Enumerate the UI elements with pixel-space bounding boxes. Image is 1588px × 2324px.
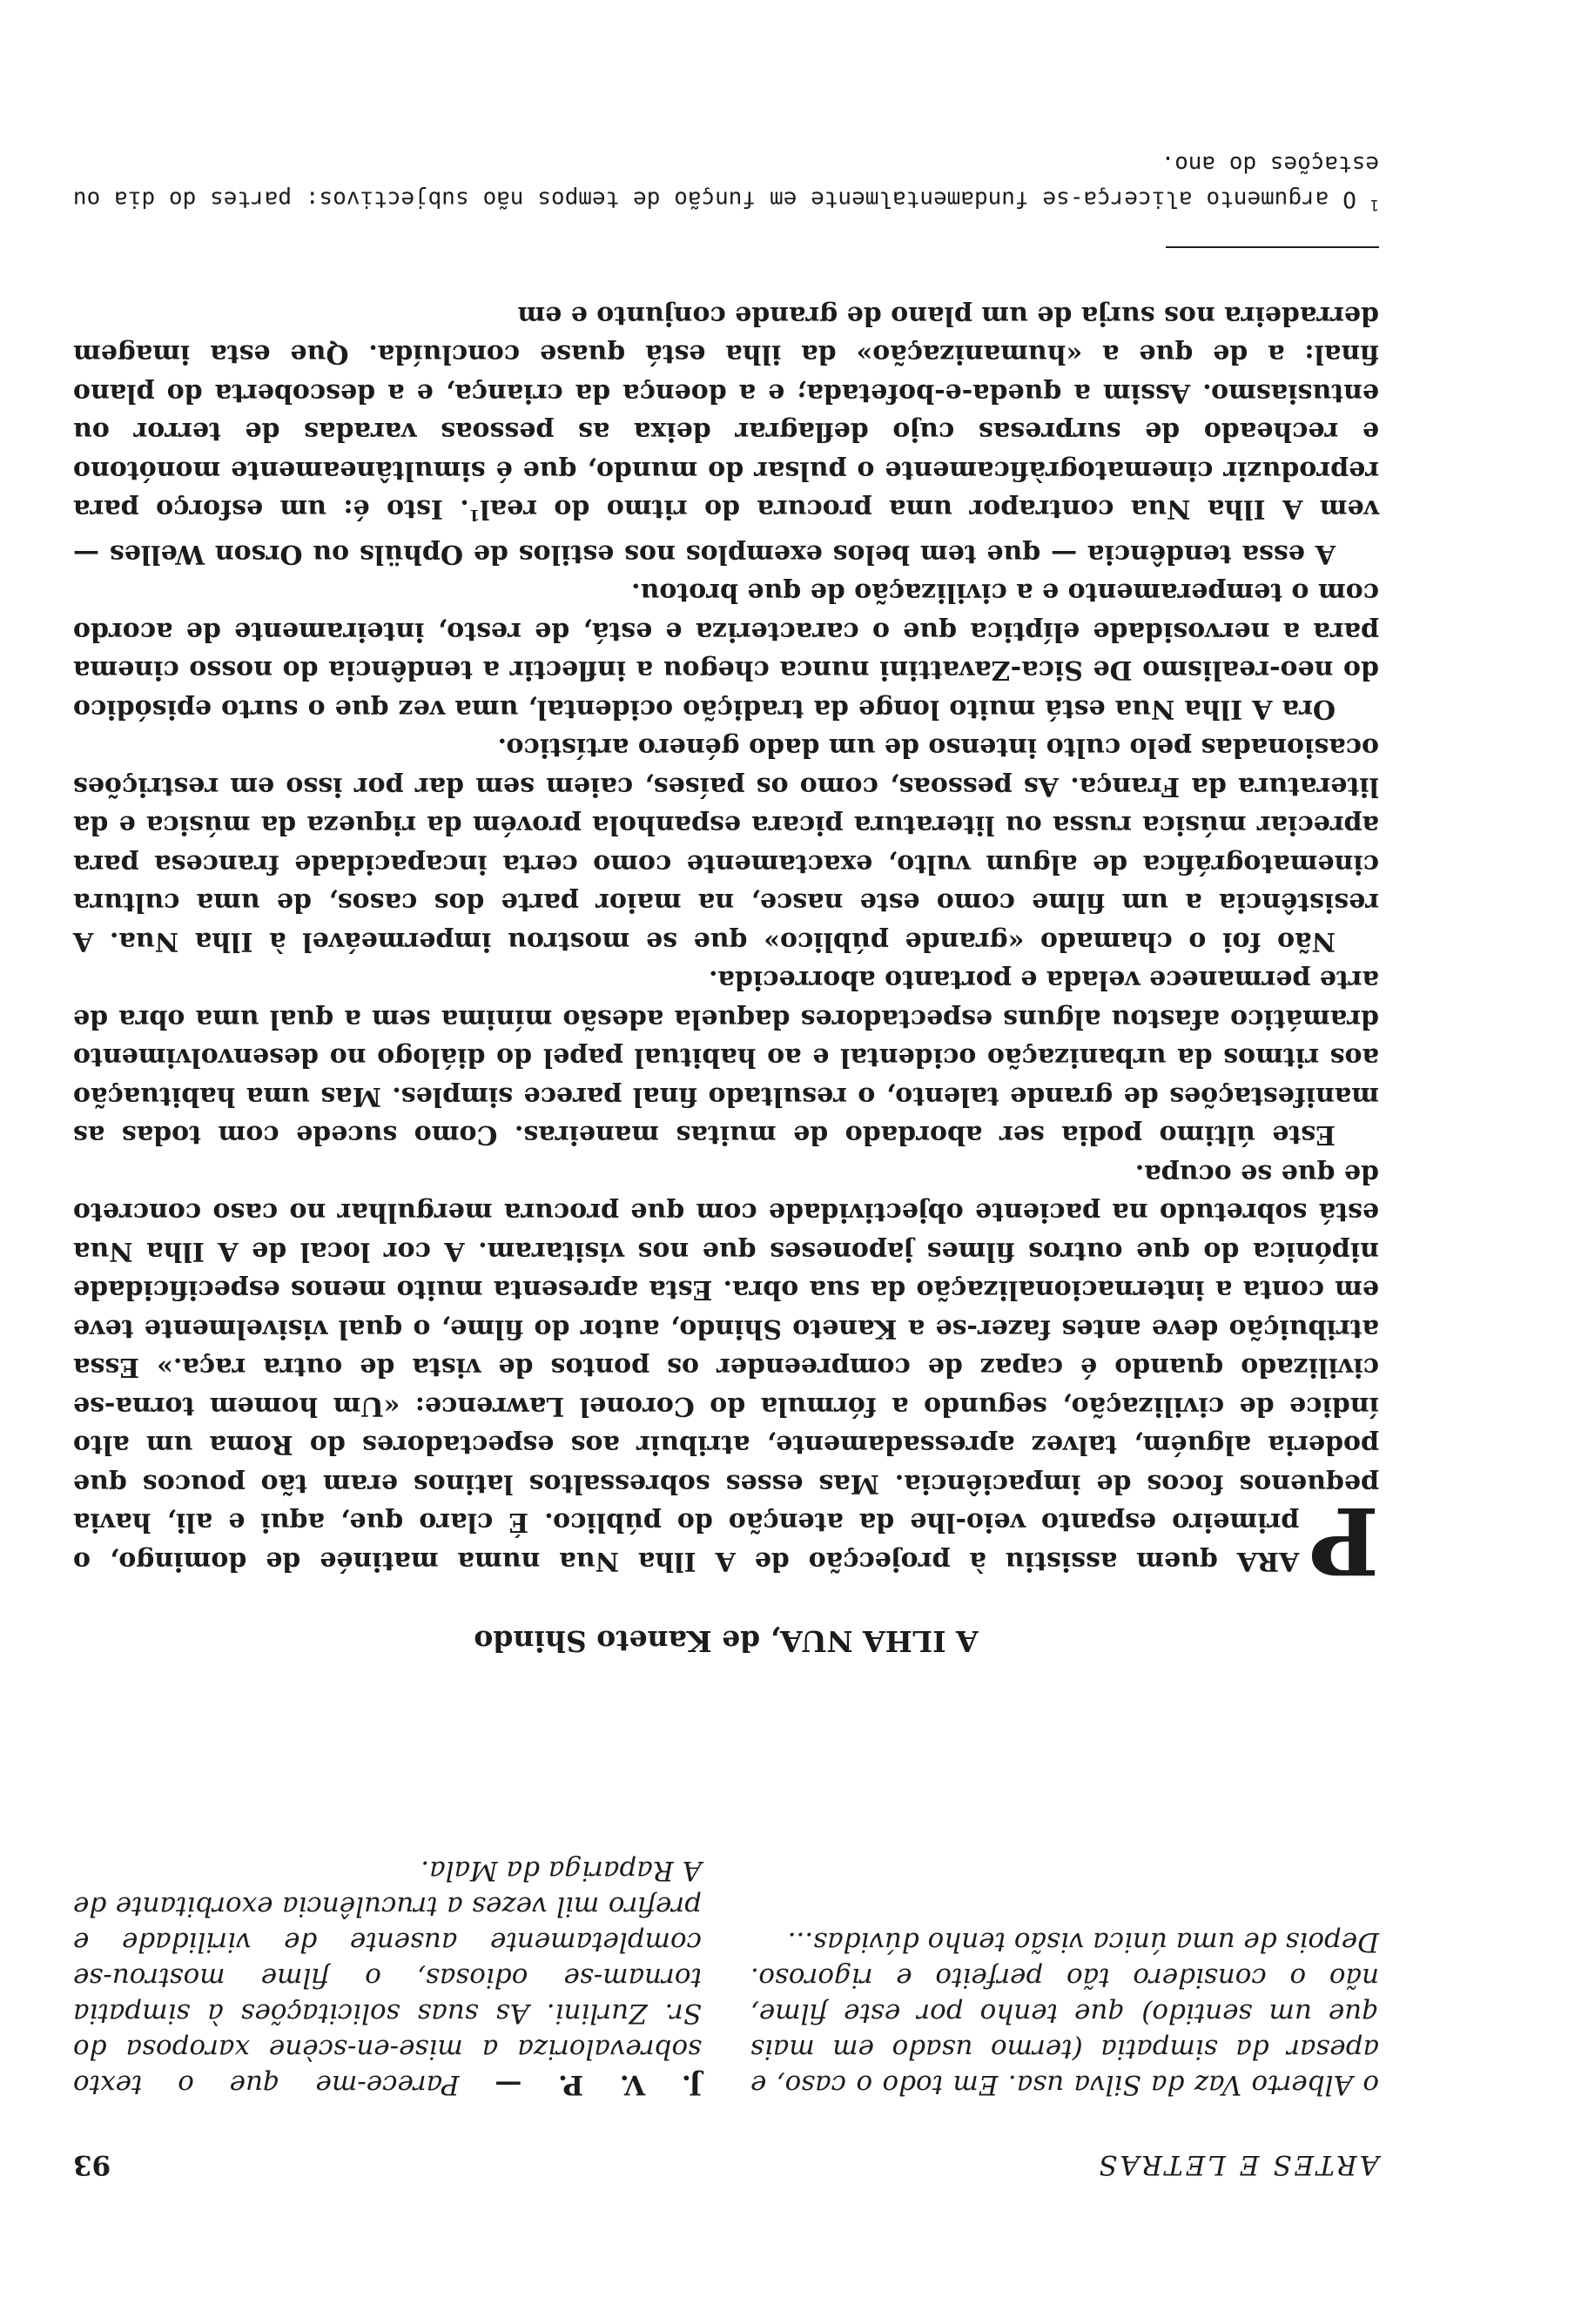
footnote-text: O argumento alicerça-se fundamentalmente em função de tempos não subjectivos: partes do dia ou estações do ano.	[72, 151, 1379, 212]
article-paragraph-5	[73, 296, 1379, 574]
drop-cap: P	[1309, 1487, 1379, 1595]
footnote-number: 1	[1369, 196, 1379, 213]
author-initials: J. V. P. —	[495, 2069, 702, 2100]
paragraph-text: . Isto é: um esforço para reproduzir cinematogràficamente o pulsar do mundo, que é simultâneamente monótono e recheado de surpresas cujo deflagrar deixa as pessoas varadas de terror ou entusiasmo. Assim a queda-e-bofetada; e a doença da criança, e a descoberta do plano final: a de que a «humanização» da ilha está quase concluída. Que esta imagem derradeira nos surja de um plano de grande conjunto e em	[73, 300, 1379, 525]
article-title: A ILHA NUA, de Kaneto Shindo	[474, 1624, 979, 1658]
footnote	[73, 146, 1379, 222]
running-head	[73, 2142, 1379, 2180]
left-column-text: o Alberto Vaz da Silva usa. Em todo o caso, e apesar da simpatia (termo usado em mais que um sentido) que tenho por este filme, não o considero tão perfeito e rigoroso. Depois de uma única visão tenho dúvidas...	[750, 1926, 1379, 2100]
right-column-text	[73, 1852, 702, 2102]
article-paragraph-1	[73, 1154, 1379, 1595]
running-head-title: ARTES E LETRAS	[1096, 2149, 1379, 2180]
footnote-rule	[1166, 246, 1379, 248]
article-paragraph-2: Este último podia ser abordado de muitas maneiras. Como sucede com todas as manifestações de grande talento, o resultado final parece simples. Mas uma habituação aos ritmos da urbanização ocidental e ao habitual papel do diálogo no desenvolvimento dramático afastou alguns espectadores daquela adesão mínima sem a qual uma obra de arte permanece velada e portanto aborrecida.	[73, 964, 1379, 1151]
footnote-marker: 1	[468, 506, 481, 525]
right-column-body: Parece-me que o texto sobrevaloriza a mise-en-scène xaroposa do Sr. Zurlini. As suas solicitações à simpatia tornam-se odiosas, o filme mostrou-se completamente ausente de virilidade e prefiro mil vezes a truculência exorbitante de A Rapariga da Mala.	[73, 1855, 702, 2100]
paragraph-text: ARA quem assistiu à projecção de A Ilha Nua numa matinée de domingo, o primeiro espanto veio-lhe da atenção do público. É claro que, aqui e ali, havia pequenos focos de impaciência. Mas esses sobressaltos latinos eram tão poucos que poderia alguém, talvez apressadamente, atribuir aos espectadores do Roma um alto índice de civilização, segundo a fórmula do Coronel Lawrence: «Um homem torna-se civilizado quando é capaz de compreender os pontos de vista de outra raça.» Essa atribuição deve antes fazer-se a Kaneto Shindo, autor do filme, o qual visivelmente teve em conta a internacionalização da sua obra. Esta apresenta muito menos especificidade nipónica do que outros filmes japoneses que nos visitaram. A cor local de A Ilha Nua está sobretudo na paciente objectividade com que procura mergulhar no caso concreto de que se ocupa.	[73, 1159, 1379, 1576]
article-body	[73, 296, 1379, 1595]
article-paragraph-4: Ora A Ilha Nua está muito longe da tradição ocidental, uma vez que o surto episódico do neo-realismo De Sica-Zavattini nunca chegou a inflectir a tendência do nosso cinema para a nervosidade elíptica que o caracteriza e está, de resto, inteiramente de acordo com o temperamento e a civilização de que brotou.	[73, 577, 1379, 724]
article-paragraph-3: Não foi o chamado «grande público» que se mostrou impermeável à Ilha Nua. A resistência a um filme como este nasce, na maior parte dos casos, de uma cultura cinematográfica de algum vulto, exactamente como certa incapacidade francesa para apreciar música russa ou literatura picara espanhola provém da riqueza da música e da literatura da França. As pessoas, como os países, caiem sem dar por isso em restrições ocasionadas pelo culto intenso de um dado género artístico.	[73, 732, 1379, 957]
paragraph-text: A essa tendência — que tem belos exemplos nos estilos de Ophüls ou Orson Welles — vem A Ilha Nua contrapor uma procura do ritmo do real	[73, 494, 1379, 569]
letters-columns	[73, 1754, 1379, 2102]
page-number: 93	[73, 2149, 111, 2180]
